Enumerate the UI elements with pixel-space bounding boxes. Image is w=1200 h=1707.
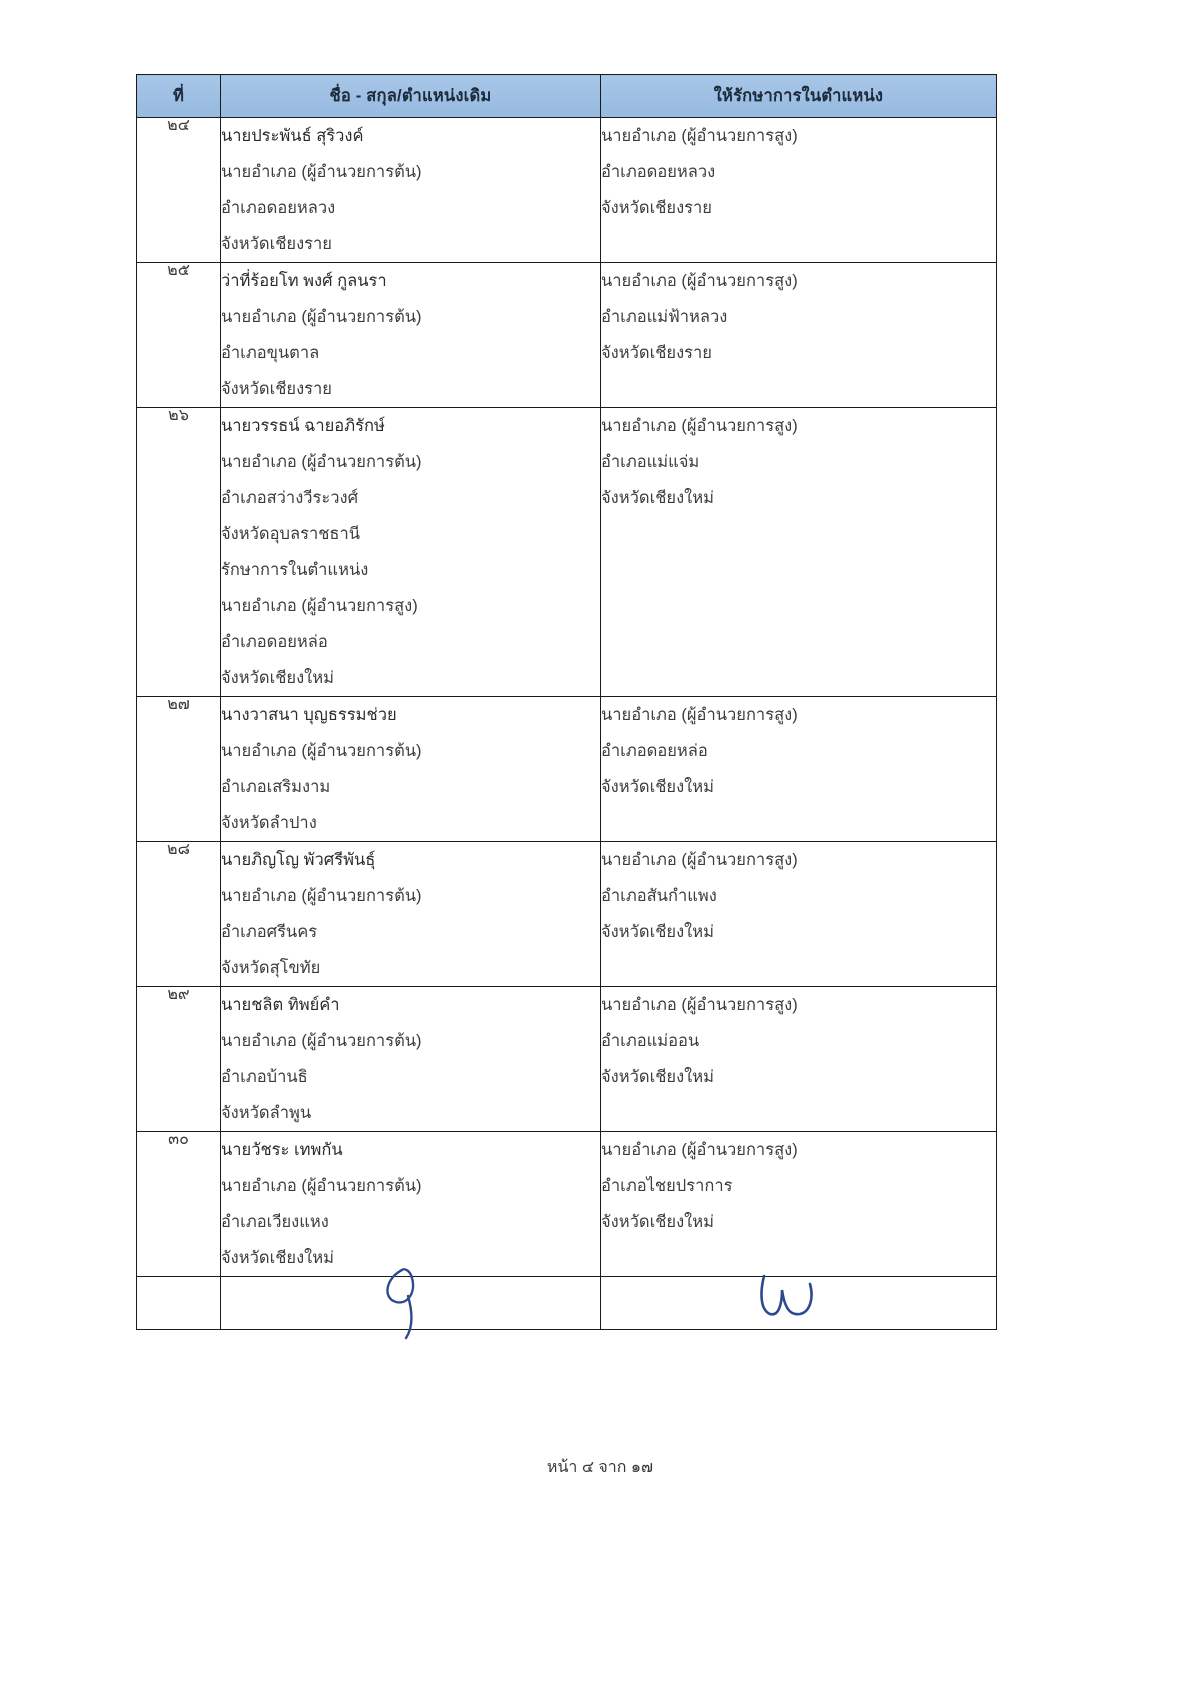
acting-position-line: นายอำเภอ (ผู้อำนวยการสูง) (601, 851, 798, 869)
acting-position-line: จังหวัดเชียงใหม่ (601, 1213, 714, 1231)
cell-acting-position (601, 987, 997, 1132)
person-name: ว่าที่ร้อยโท พงศ์ กูลนรา (221, 272, 387, 290)
acting-position-line: นายอำเภอ (ผู้อำนวยการสูง) (601, 127, 798, 145)
position-line: อำเภอขุนตาล (221, 344, 320, 362)
position-line: อำเภอเสริมงาม (221, 778, 331, 796)
acting-position-line: นายอำเภอ (ผู้อำนวยการสูง) (601, 706, 798, 724)
table-tail-row (137, 1277, 997, 1330)
table-body (137, 118, 997, 1330)
position-line: จังหวัดเชียงราย (221, 235, 332, 253)
position-line: นายอำเภอ (ผู้อำนวยการต้น) (221, 308, 422, 326)
acting-position-line: จังหวัดเชียงราย (601, 344, 712, 362)
acting-position-line: นายอำเภอ (ผู้อำนวยการสูง) (601, 1141, 798, 1159)
row-number: ๒๕ (137, 263, 221, 408)
acting-position-line: อำเภอแม่แจ่ม (601, 453, 700, 471)
person-name: นายวรรธน์ ฉายอภิรักษ์ (221, 417, 385, 435)
position-line: อำเภอดอยหลวง (221, 199, 336, 217)
table-tail-cell (137, 1277, 221, 1330)
position-line: อำเภอดอยหล่อ (221, 633, 328, 651)
acting-position-line: จังหวัดเชียงใหม่ (601, 923, 714, 941)
table-row (137, 697, 997, 842)
table-header-row (137, 75, 997, 118)
person-name: นายภิญโญ พัวศรีพันธุ์ (221, 851, 376, 869)
position-line: จังหวัดสุโขทัย (221, 959, 321, 977)
acting-position-line: อำเภอสันกำแพง (601, 887, 717, 905)
column-header-acting-position: ให้รักษาการในตำแหน่ง (601, 75, 997, 118)
column-header-number: ที่ (137, 75, 221, 118)
person-name: นางวาสนา บุญธรรมช่วย (221, 706, 397, 724)
cell-acting-position (601, 408, 997, 697)
position-line: อำเภอสว่างวีระวงศ์ (221, 489, 359, 507)
position-line: นายอำเภอ (ผู้อำนวยการต้น) (221, 1032, 422, 1050)
position-line: อำเภอศรีนคร (221, 923, 318, 941)
cell-former-position (221, 1132, 601, 1277)
person-name: นายวัชระ เทพกัน (221, 1141, 343, 1159)
cell-former-position (221, 118, 601, 263)
position-line: อำเภอเวียงแหง (221, 1213, 329, 1231)
page-footer: หน้า ๔ จาก ๑๗ (546, 1459, 654, 1476)
table-row (137, 987, 997, 1132)
cell-former-position (221, 987, 601, 1132)
acting-position-line: จังหวัดเชียงใหม่ (601, 778, 714, 796)
row-number: ๒๗ (137, 697, 221, 842)
position-line: อำเภอบ้านธิ (221, 1068, 308, 1086)
position-line: จังหวัดลำพูน (221, 1104, 312, 1122)
row-number: ๓๐ (137, 1132, 221, 1277)
position-line: นายอำเภอ (ผู้อำนวยการต้น) (221, 742, 422, 760)
acting-position-line: จังหวัดเชียงใหม่ (601, 489, 714, 507)
acting-position-line: อำเภอไชยปราการ (601, 1177, 733, 1195)
cell-acting-position (601, 1132, 997, 1277)
row-number: ๒๔ (137, 118, 221, 263)
table-tail-cell (221, 1277, 601, 1330)
table-tail-cell (601, 1277, 997, 1330)
cell-former-position (221, 697, 601, 842)
cell-former-position (221, 842, 601, 987)
table-row (137, 842, 997, 987)
row-number: ๒๙ (137, 987, 221, 1132)
cell-acting-position (601, 118, 997, 263)
position-line: จังหวัดลำปาง (221, 814, 317, 832)
position-line: นายอำเภอ (ผู้อำนวยการต้น) (221, 163, 422, 181)
cell-acting-position (601, 842, 997, 987)
acting-position-line: อำเภอดอยหลวง (601, 163, 716, 181)
table-row (137, 263, 997, 408)
acting-position-line: จังหวัดเชียงราย (601, 199, 712, 217)
cell-former-position (221, 408, 601, 697)
cell-former-position (221, 263, 601, 408)
cell-acting-position (601, 697, 997, 842)
table-row (137, 118, 997, 263)
position-line: จังหวัดเชียงใหม่ (221, 1249, 334, 1267)
position-line: จังหวัดอุบลราชธานี (221, 525, 361, 543)
position-line: นายอำเภอ (ผู้อำนวยการสูง) (221, 597, 418, 615)
position-line: นายอำเภอ (ผู้อำนวยการต้น) (221, 887, 422, 905)
position-line: นายอำเภอ (ผู้อำนวยการต้น) (221, 1177, 422, 1195)
table-header (137, 75, 997, 118)
acting-position-line: อำเภอแม่ฟ้าหลวง (601, 308, 728, 326)
person-name: นายชลิต ทิพย์คำ (221, 996, 340, 1014)
acting-position-line: นายอำเภอ (ผู้อำนวยการสูง) (601, 417, 798, 435)
acting-position-line: อำเภอดอยหล่อ (601, 742, 708, 760)
table-row (137, 408, 997, 697)
row-number: ๒๖ (137, 408, 221, 697)
position-line: รักษาการในตำแหน่ง (221, 561, 369, 579)
position-line: นายอำเภอ (ผู้อำนวยการต้น) (221, 453, 422, 471)
row-number: ๒๘ (137, 842, 221, 987)
position-line: จังหวัดเชียงใหม่ (221, 669, 334, 687)
appointment-table (136, 74, 997, 1330)
acting-position-line: จังหวัดเชียงใหม่ (601, 1068, 714, 1086)
table-row (137, 1132, 997, 1277)
column-header-name-and-former-position: ชื่อ - สกุล/ตำแหน่งเดิม (221, 75, 601, 118)
acting-position-line: นายอำเภอ (ผู้อำนวยการสูง) (601, 272, 798, 290)
position-line: จังหวัดเชียงราย (221, 380, 332, 398)
person-name: นายประพันธ์ สุริวงค์ (221, 127, 364, 145)
cell-acting-position (601, 263, 997, 408)
acting-position-line: อำเภอแม่ออน (601, 1032, 700, 1050)
acting-position-line: นายอำเภอ (ผู้อำนวยการสูง) (601, 996, 798, 1014)
